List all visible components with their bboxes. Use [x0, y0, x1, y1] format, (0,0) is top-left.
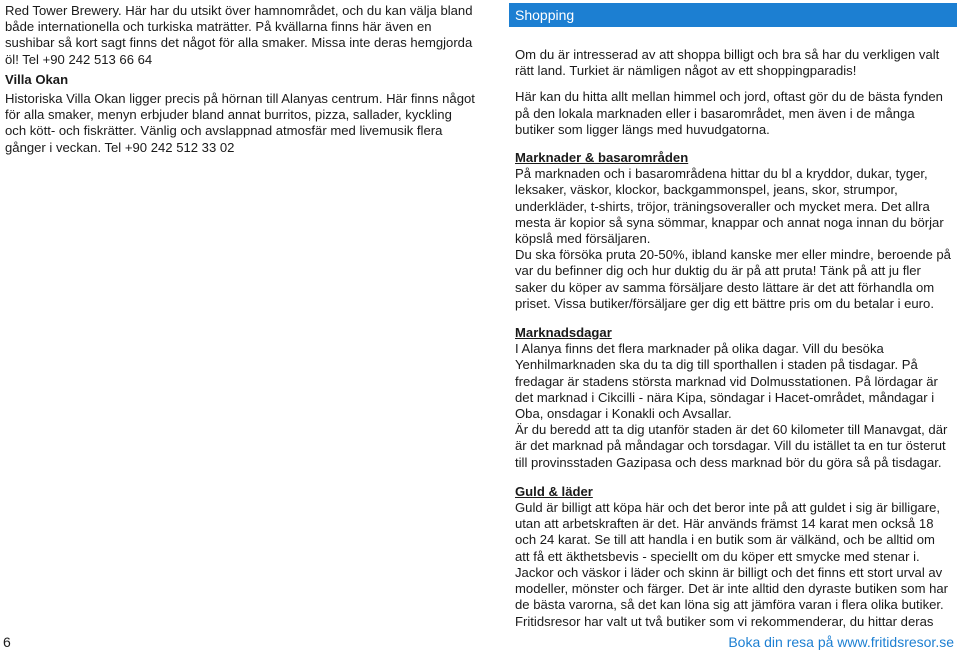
market-days-heading: Marknadsdagar — [515, 325, 612, 341]
shopping-intro-paragraph: Om du är intresserad av att shoppa billigt och bra så har du verkligen valt rätt land. Turkiet är nämligen något av ett shoppingparadis! — [515, 47, 940, 79]
shopping-find-paragraph: Här kan du hitta allt mellan himmel och jord, oftast gör du de bästa fynden på den lokala marknaden eller i basarområdet, men även i de många butiker som ligger längs med huvudgatorna. — [515, 89, 943, 137]
markets-paragraph-1: På marknaden och i basarområdena hittar du bl a kryddor, dukar, tyger, leksaker, väskor, klockor, backgammonspel, jeans, skor, strumpor, underkläder, t-shirts, tröjor, träningsoveraller och mycket mera. Det allra mesta är kopior så syna sömmar, knappar och annat noga innan du börjar köpslå med försäljaren. — [515, 166, 944, 247]
leather-paragraph: Jackor och väskor i läder och skinn är billigt och det finns ett stort urval av modeller, mönster och färger. Det är inte alltid den dyraste butiken som har de bästa varorna, så det kan löna sig att jämföra varan i flera olika butiker. Fritidsresor har valt ut två butiker som vi rekommenderar, du hittar deras — [515, 564, 949, 629]
markets-heading: Marknader & basarområden — [515, 150, 689, 166]
gold-leather-heading: Guld & läder — [515, 483, 593, 499]
villa-okan-paragraph: Historiska Villa Okan ligger precis på hörnan till Alanyas centrum. Här finns något för alla smaker, menyn erbjuder bland annat burritos, pizza, sallader, kyckling och kött- och fiskrätter. Vänlig och avslappnad atmosfär med livemusik flera gånger i veckan. Tel +90 242 512 33 02 — [5, 91, 475, 155]
villa-okan-heading: Villa Okan — [5, 71, 69, 87]
page-number: 6 — [3, 634, 11, 650]
market-days-paragraph-2: Är du beredd att ta dig utanför staden är det 60 kilometer till Manavgat, där är det marknad på måndagar och torsdagar. Vill du istället ta en tur österut till provinsstaden Gazipasa och dess marknad bör du göra så på tisdagar. — [515, 422, 948, 470]
shopping-content — [509, 47, 957, 630]
left-column — [5, 3, 475, 156]
right-column — [509, 3, 957, 630]
market-days-paragraph-1: I Alanya finns det flera marknader på olika dagar. Vill du besöka Yenhilmarknaden ska du ta dig till sporthallen i staden på tisdagar. På fredagar är stadens största marknad vid Dolmusstationen. På lördagar är det marknad i Cikcilli - nära Kipa, söndagar i Hacet-området, måndagar i Oba, onsdagar i Konakli och Avsallar. — [515, 341, 938, 422]
markets-paragraph-2: Du ska försöka pruta 20-50%, ibland kanske mer eller mindre, beroende på var du befinner dig och hur duktig du är på att pruta! Tänk på att ju fler saker du köper av samma försäljare desto lättare är det att förhandla om priset. Vissa butiker/försäljare ger dig ett bättre pris om du betalar i euro. — [515, 247, 951, 311]
booking-link[interactable]: Boka din resa på www.fritidsresor.se — [728, 634, 954, 650]
shopping-banner: Shopping — [509, 3, 957, 27]
brewery-paragraph: Red Tower Brewery. Här har du utsikt över hamnområdet, och du kan välja bland både internationella och turkiska maträtter. På kvällarna finns här även en sushibar så kort sagt finns det något för alla smaker. Missa inte deras hemgjorda öl! Tel +90 242 513 66 64 — [5, 3, 473, 67]
gold-paragraph: Guld är billigt att köpa här och det beror inte på att guldet i sig är billigare, utan att arbetskraften är det. Här används främst 14 karat men också 18 och 24 karat. Se till att handla i en butik som är välkänd, och be alltid om att få ett äkthetsbevis - speciellt om du köper ett smycke med stenar i. — [515, 500, 941, 564]
